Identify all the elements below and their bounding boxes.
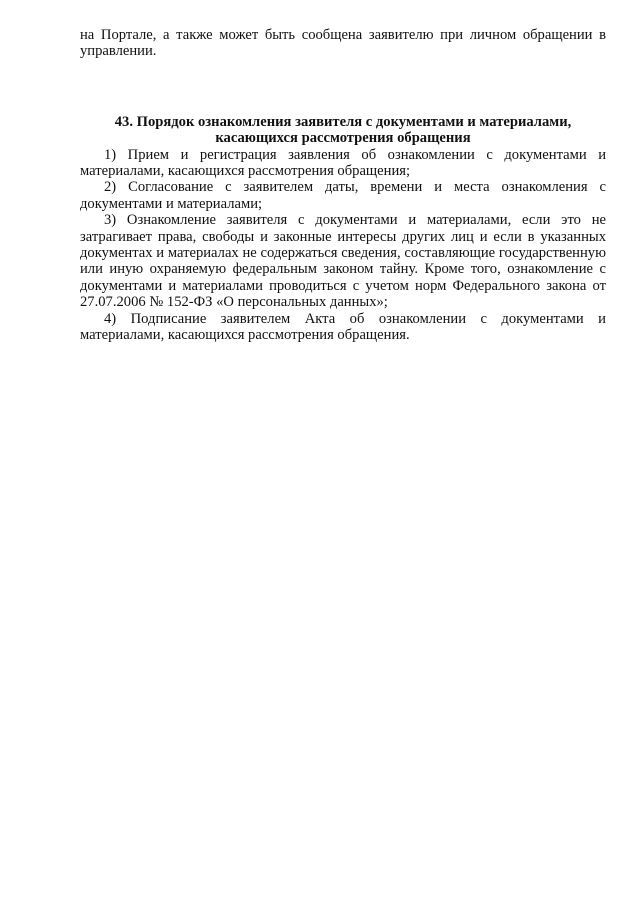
list-item-3: 3) Ознакомление заявителя с документами и материалами, если это не затрагивает права, свободы и законные интересы других лиц и если в указанных документах и материалах не содержаться сведения, составляющие государственную или иную охраняемую федеральным законом тайну. Кроме того, ознакомление с документами и материалами проводиться с учетом норм Федерального закона от 27.07.2006 № 152-ФЗ «О персональных данных»;	[80, 212, 606, 311]
list-item-2: 2) Согласование с заявителем даты, времени и места ознакомления с документами и материалами;	[80, 179, 606, 212]
intro-paragraph: на Портале, а также может быть сообщена заявителю при личном обращении в управлении.	[80, 27, 606, 60]
list-item-1: 1) Прием и регистрация заявления об ознакомлении с документами и материалами, касающихся рассмотрения обращения;	[80, 146, 606, 180]
section-heading	[80, 114, 606, 147]
section-heading-line-2: касающихся рассмотрения обращения	[215, 130, 471, 147]
section-heading-line-1: 43. Порядок ознакомления заявителя с документами и материалами,	[114, 113, 572, 130]
document-page	[80, 27, 606, 344]
list-item-4: 4) Подписание заявителем Акта об ознакомлении с документами и материалами, касающихся рассмотрения обращения.	[80, 310, 606, 344]
